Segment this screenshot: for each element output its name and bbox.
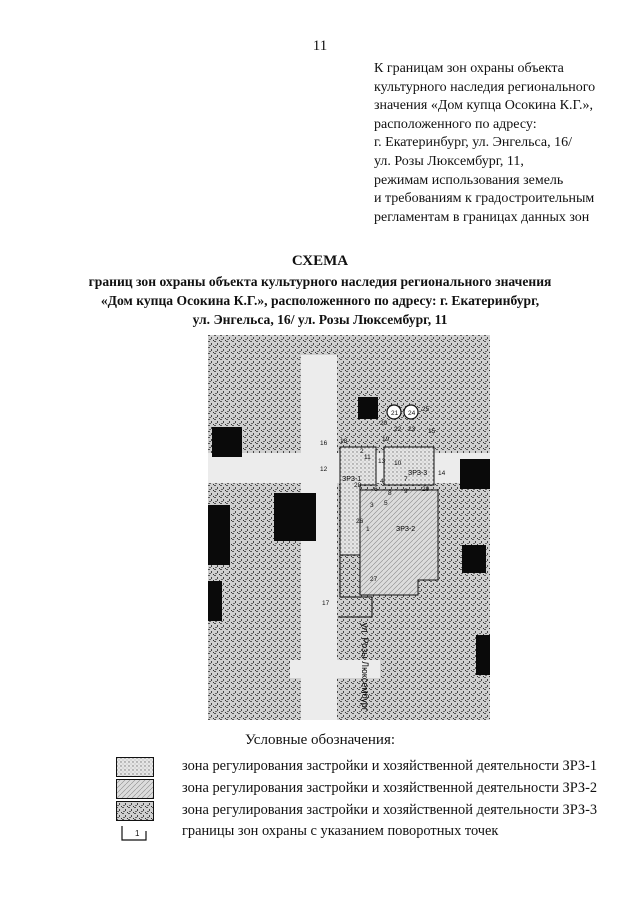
zone-1-swatch [116,757,154,777]
point-label: 27 [370,576,378,583]
point-label: 12 [320,466,328,473]
boundary-point-icon [116,822,154,842]
annex-line: культурного наследия регионального [374,79,596,95]
point-label: 8 [388,490,392,497]
annex-line: г. Екатеринбург, ул. Энгельса, 16/ [374,135,572,151]
annex-reference [374,60,624,227]
zone-map-drawing [208,335,490,720]
point-label: 22 [394,426,402,433]
svg-text:1: 1 [135,829,140,838]
document-subtitle [60,272,580,329]
annex-line: ул. Розы Люксембург, 11, [374,153,524,169]
document-title: СХЕМА [291,253,349,269]
point-label: 19 [382,436,390,443]
subtitle-line: «Дом купца Осокина К.Г.», расположенного по адресу: г. Екатеринбург, [100,293,540,308]
point-label: 26 [356,518,364,525]
point-label: 24 [408,410,416,417]
point-label: 2 [360,448,364,455]
building-block [358,397,378,419]
point-label: 14 [438,470,446,477]
point-label: 13 [378,458,386,465]
zone-label: ЗРЗ-3 [408,470,428,477]
point-label: 25 [422,406,430,413]
zone-3-swatch [116,801,154,821]
legend-label: зона регулирования застройки и хозяйственной деятельности ЗРЗ-1 [182,758,598,774]
annex-line: значения «Дом купца Осокина К.Г.», [374,98,593,114]
building-block [274,493,316,541]
point-label: 1 [366,526,370,533]
point-label: 4 [380,478,384,485]
point-label: 5 [384,500,388,507]
point-label: 29 [422,486,430,493]
annex-line: режимам использования земель [374,172,564,188]
legend-title: Условные обозначения: [244,732,396,748]
point-label: 11 [364,454,371,461]
point-label: 3 [370,502,374,509]
subtitle-line: ул. Энгельса, 16/ ул. Розы Люксембург, 11 [192,312,448,327]
point-label: 7 [404,476,408,483]
annex-line: К границам зон охраны объекта [374,61,564,76]
point-label: 10 [394,460,402,467]
point-label: 16 [320,440,328,447]
subtitle-line: границ зон охраны объекта культурного наследия регионального значения [88,274,552,289]
annex-line: и требованиям к градостроительным [374,191,595,207]
legend-label: зона регулирования застройки и хозяйственной деятельности ЗРЗ-3 [182,802,598,818]
building-block [208,581,222,621]
zone-2-swatch [116,779,154,799]
zone-zrz-3 [384,447,434,485]
point-label: 6 [374,486,378,493]
page-number: 11 [312,38,328,54]
point-label: 15 [428,428,436,435]
building-block [476,635,490,675]
point-label: 9 [404,488,408,495]
legend-label: границы зон охраны с указанием поворотных точек [182,823,499,839]
annex-line: регламентам в границах данных зон [374,209,590,225]
legend-label: зона регулирования застройки и хозяйственной деятельности ЗРЗ-2 [182,780,598,796]
point-label: 21 [391,410,399,417]
building-block [462,545,486,573]
building-block [208,505,230,565]
street-label: ул. Розы Люксембург [360,623,370,712]
zone-label: ЗРЗ-1 [342,476,362,483]
annex-line: расположенного по адресу: [374,116,537,132]
building-block [460,459,490,489]
point-label: 28 [354,482,362,489]
zone-map [208,335,490,720]
zone-label: ЗРЗ-2 [396,526,416,533]
point-label: 17 [322,600,330,607]
point-label: 18 [340,438,348,445]
point-label: 20 [380,420,388,427]
building-block [212,427,242,457]
point-label: 23 [408,426,416,433]
